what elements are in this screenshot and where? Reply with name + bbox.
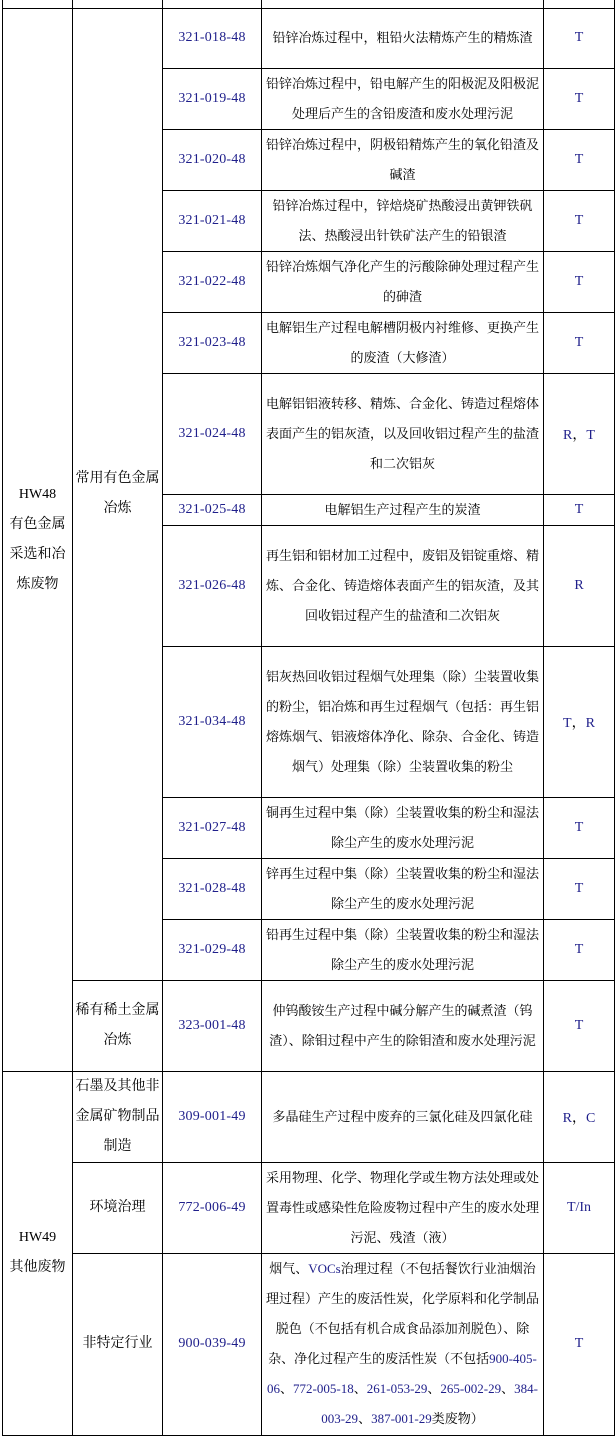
waste-code-cell: 321-018-48 bbox=[163, 8, 262, 68]
hazard-property-cell: T bbox=[544, 312, 615, 373]
waste-code-cell: 321-020-48 bbox=[163, 129, 262, 190]
hazard-property-cell: T bbox=[544, 251, 615, 312]
description-cell: 电解铝生产过程产生的炭渣 bbox=[262, 494, 544, 525]
hazard-property-cell: R，C bbox=[544, 1071, 615, 1162]
table-row bbox=[3, 1253, 615, 1435]
description-cell: 锌再生过程中集（除）尘装置收集的粉尘和湿法除尘产生的废水处理污泥 bbox=[262, 858, 544, 919]
description-cell: 铅锌冶炼烟气净化产生的污酸除砷处理过程产生的砷渣 bbox=[262, 251, 544, 312]
description-cell: 再生铝和铝材加工过程中，废铝及铝锭重熔、精炼、合金化、铸造熔体表面产生的铝灰渣，及其回收铝过程产生的盐渣和二次铝灰 bbox=[262, 525, 544, 646]
waste-code-cell: 321-027-48 bbox=[163, 797, 262, 858]
hazard-property-cell: T bbox=[544, 129, 615, 190]
waste-code-cell: 321-022-48 bbox=[163, 251, 262, 312]
hazard-property-cell: T bbox=[544, 797, 615, 858]
category-code: HW48 bbox=[18, 486, 57, 502]
waste-code-cell: 321-023-48 bbox=[163, 312, 262, 373]
hazard-property-cell: R bbox=[544, 525, 615, 646]
hazard-cell-partial bbox=[544, 0, 615, 8]
description-cell: 铅再生过程中集（除）尘装置收集的粉尘和湿法除尘产生的废水处理污泥 bbox=[262, 919, 544, 980]
waste-code-cell: 323-001-48 bbox=[163, 980, 262, 1071]
hazard-property-cell: T bbox=[544, 980, 615, 1071]
description-cell: 铅锌冶炼过程中，锌焙烧矿热酸浸出黄钾铁矾法、热酸浸出针铁矿法产生的铅银渣 bbox=[262, 190, 544, 251]
industry-cell-graphite-nonmetal: 石墨及其他非金属矿物制品制造 bbox=[73, 1071, 163, 1162]
hazard-property-cell: R，T bbox=[544, 373, 615, 494]
waste-code-cell: 321-028-48 bbox=[163, 858, 262, 919]
hazardous-waste-table bbox=[2, 0, 615, 1436]
description-cell: 烟气、VOCs治理过程（不包括餐饮行业油烟治理过程）产生的废活性炭，化学原料和化学制品脱色（不包括有机合成食品添加剂脱色）、除杂、净化过程产生的废活性炭（不包括900-405-06、772-005-18、261-053-29、265-002-29、384-003-29、387-001-29类废物） bbox=[262, 1253, 544, 1435]
table-row bbox=[3, 1162, 615, 1253]
hazard-property-cell: T bbox=[544, 68, 615, 129]
description-cell: 仲钨酸铵生产过程中碱分解产生的碱煮渣（钨渣）、除钼过程中产生的除钼渣和废水处理污泥 bbox=[262, 980, 544, 1071]
industry-cell-partial bbox=[73, 0, 163, 8]
waste-code-cell: 772-006-49 bbox=[163, 1162, 262, 1253]
waste-code-cell: 321-024-48 bbox=[163, 373, 262, 494]
category-label: 其他废物 bbox=[9, 1260, 66, 1275]
waste-code-cell: 900-039-49 bbox=[163, 1253, 262, 1435]
hazard-property-cell: T bbox=[544, 858, 615, 919]
description-cell: 电解铝生产过程电解槽阴极内衬维修、更换产生的废渣（大修渣） bbox=[262, 312, 544, 373]
description-cell: 铅锌冶炼过程中，铅电解产生的阳极泥及阳极泥处理后产生的含铅废渣和废水处理污泥 bbox=[262, 68, 544, 129]
hazard-property-cell: T/In bbox=[544, 1162, 615, 1253]
description-cell-partial bbox=[262, 0, 544, 8]
category-cell-hw48 bbox=[3, 8, 73, 1071]
hazard-property-cell: T bbox=[544, 190, 615, 251]
industry-cell-rare-earth: 稀有稀土金属冶炼 bbox=[73, 980, 163, 1071]
description-cell: 电解铝铝液转移、精炼、合金化、铸造过程熔体表面产生的铝灰渣，以及回收铝过程产生的盐渣和二次铝灰 bbox=[262, 373, 544, 494]
hazard-property-cell: T bbox=[544, 919, 615, 980]
category-cell-partial bbox=[3, 0, 73, 8]
waste-code-cell: 321-021-48 bbox=[163, 190, 262, 251]
industry-cell-environment: 环境治理 bbox=[73, 1162, 163, 1253]
description-cell: 铅锌冶炼过程中，粗铅火法精炼产生的精炼渣 bbox=[262, 8, 544, 68]
category-label: 有色金属采选和冶炼废物 bbox=[9, 516, 66, 592]
category-cell-hw49 bbox=[3, 1071, 73, 1435]
hazard-property-cell: T bbox=[544, 8, 615, 68]
waste-code-cell: 321-029-48 bbox=[163, 919, 262, 980]
waste-code-cell: 321-025-48 bbox=[163, 494, 262, 525]
description-cell: 铅锌冶炼过程中，阴极铅精炼产生的氧化铅渣及碱渣 bbox=[262, 129, 544, 190]
description-cell: 铜再生过程中集（除）尘装置收集的粉尘和湿法除尘产生的废水处理污泥 bbox=[262, 797, 544, 858]
industry-cell-nonspecific: 非特定行业 bbox=[73, 1253, 163, 1435]
hazard-property-cell: T bbox=[544, 1253, 615, 1435]
hazard-property-cell: T bbox=[544, 494, 615, 525]
description-cell: 铝灰热回收铝过程烟气处理集（除）尘装置收集的粉尘，铝冶炼和再生过程烟气（包括：再生铝熔炼烟气、铝液熔体净化、除杂、合金化、铸造烟气）处理集（除）尘装置收集的粉尘 bbox=[262, 646, 544, 797]
table-row bbox=[3, 8, 615, 68]
industry-cell-common-nonferrous: 常用有色金属冶炼 bbox=[73, 8, 163, 980]
waste-code-cell: 321-026-48 bbox=[163, 525, 262, 646]
waste-code-cell: 321-019-48 bbox=[163, 68, 262, 129]
waste-code-cell-partial bbox=[163, 0, 262, 8]
waste-code-cell: 309-001-49 bbox=[163, 1071, 262, 1162]
waste-code-cell: 321-034-48 bbox=[163, 646, 262, 797]
category-code: HW49 bbox=[18, 1230, 57, 1245]
table-row bbox=[3, 980, 615, 1071]
hazard-property-cell: T，R bbox=[544, 646, 615, 797]
description-cell: 采用物理、化学、物理化学或生物方法处理或处置毒性或感染性危险废物过程中产生的废水处理污泥、残渣（液） bbox=[262, 1162, 544, 1253]
description-cell: 多晶硅生产过程中废弃的三氯化硅及四氯化硅 bbox=[262, 1071, 544, 1162]
table-row bbox=[3, 1071, 615, 1162]
table-row-partial bbox=[3, 0, 615, 8]
